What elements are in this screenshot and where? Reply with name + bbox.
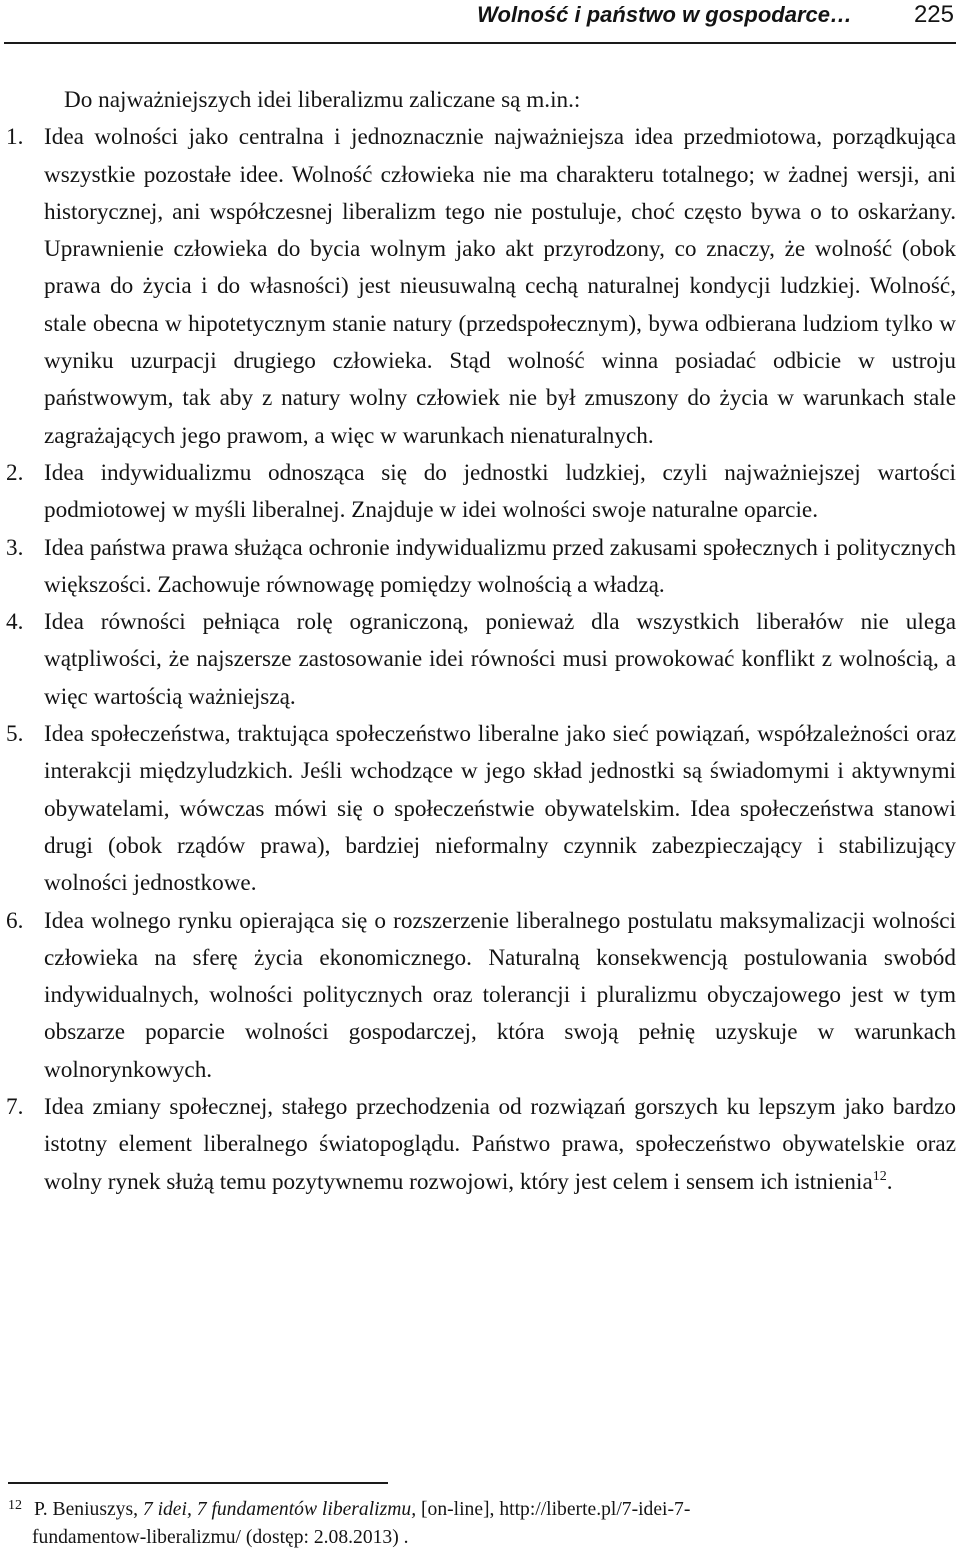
list-number: 5.	[6, 721, 24, 748]
list-number: 7.	[6, 1094, 24, 1121]
running-title: Wolność i państwo w gospodarce…	[477, 2, 852, 27]
footnote	[6, 1496, 956, 1552]
list-item-text: Idea wolnego rynku opierająca się o rozszerzenie liberalnego postulatu maksymalizacji wolności człowieka na sferę życia ekonomicznego. Naturalną konsekwencją postulowania swobód indywidualnych, wolności politycznych oraz tolerancji i pluralizmu obyczajowego jest w tym obszarze poparcie wolności gospodarczej, która swoją pełnię uzyskuje w warunkach wolnorynkowych.	[44, 907, 956, 1083]
list-item-text: Idea zmiany społecznej, stałego przechodzenia od rozwiązań gorszych ku lepszym jako bardzo istotny element liberalnego światopoglądu. Państwo prawa, społeczeństwo obywatelskie oraz wolny rynek służą temu pozytywnemu rozwojowi, który jest celem i sensem ich istnienia	[44, 1094, 956, 1195]
list-item-text-wrapper	[44, 1089, 956, 1201]
header-rule	[4, 42, 956, 44]
list-number: 1.	[6, 124, 24, 151]
list-item	[6, 530, 956, 605]
list-item-text: Idea państwa prawa służąca ochronie indywidualizmu przed zakusami społecznych i politycznych większości. Zachowuje równowagę pomiędzy wolnością a władzą.	[44, 534, 956, 598]
list-item	[6, 716, 956, 902]
list-item	[6, 604, 956, 716]
footnote-url[interactable]: [on-line], http://liberte.pl/7-idei-7-	[421, 1499, 691, 1520]
intro-paragraph: Do najważniejszych idei liberalizmu zaliczane są m.in.:	[64, 87, 581, 113]
footnote-text	[34, 1496, 956, 1552]
list-item-text: Idea indywidualizmu odnosząca się do jednostki ludzkiej, czyli najważniejszej wartości podmiotowej w myśli liberalnej. Znajduje w idei wolności swoje naturalne oparcie.	[44, 459, 956, 524]
footnote-title: 7 idei, 7 fundamentów liberalizmu,	[142, 1499, 417, 1520]
footnote-rule	[8, 1482, 388, 1484]
footnote-reference[interactable]: 12	[872, 1168, 887, 1184]
list-item	[6, 455, 956, 530]
list-item	[6, 1089, 956, 1201]
footnote-url-continued[interactable]: fundamentow-liberalizmu/ (dostęp: 2.08.2013) .	[32, 1527, 409, 1548]
list-item-text: Idea wolności jako centralna i jednoznacznie najważniejsza idea przedmiotowa, porządkująca wszystkie pozostałe idee. Wolność człowieka nie ma charakteru totalnego; w żadnej wersji, ani historycznej, ani współczesnej liberalizm tego nie postuluje, choć często bywa o to oskarżany. Uprawnienie człowieka do bycia wolnym jako akt przyrodzony, co znaczy, że wolność (obok prawa do życia i do własności) jest nieusuwalną cechą naturalnej kondycji ludzkiej. Wolność, stale obecna w hipotetycznym stanie natury (przedspołecznym), bywa odbierana ludziom tylko w wyniku uzurpacji drugiego człowieka. Stąd wolność winna posiadać odbicie w ustroju państwowym, tak aby z natury wolny człowiek nie był zmuszony do życia w warunkach stale zagrażających jego prawom, a więc w warunkach nienaturalnych.	[44, 124, 956, 449]
main-text	[6, 82, 956, 1201]
page-number: 225	[913, 1, 954, 28]
list-number: 4.	[6, 609, 24, 636]
list-item	[6, 903, 956, 1089]
list-number: 3.	[6, 534, 24, 561]
footnote-author: P. Beniuszys,	[34, 1499, 138, 1520]
list-item	[6, 119, 956, 455]
sentence-end: .	[886, 1168, 893, 1195]
list-item-text: Idea społeczeństwa, traktująca społeczeństwo liberalne jako sieć powiązań, współzależności oraz interakcji międzyludzkich. Jeśli wchodzące w jego skład jednostki są świadomymi i aktywnymi obywatelami, wówczas mówi się o społeczeństwie obywatelskim. Idea społeczeństwa stanowi drugi (obok rządów prawa), bardziej nieformalny czynnik zabezpieczający i stabilizujący wolności jednostkowe.	[44, 721, 956, 897]
running-header	[0, 0, 960, 44]
footnote-mark: 12	[8, 1498, 22, 1513]
list-number: 6.	[6, 907, 24, 934]
list-number: 2.	[6, 459, 24, 486]
list-item-text: Idea równości pełniąca rolę ograniczoną, ponieważ dla wszystkich liberałów nie ulega wątpliwości, że najszersze zastosowanie idei równości musi prowokować konflikt z wolnością, a więc wartością ważniejszą.	[44, 609, 956, 710]
